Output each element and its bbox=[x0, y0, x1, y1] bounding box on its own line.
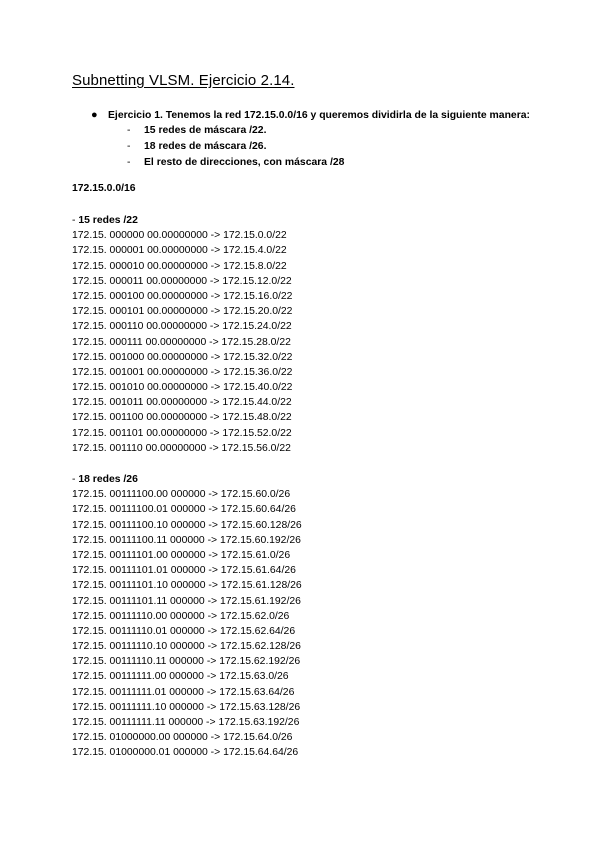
subnet-line: 172.15. 000001 00.00000000 -> 172.15.4.0/22 bbox=[72, 245, 287, 257]
subnet-line: 172.15. 00111100.10 000000 -> 172.15.60.128/26 bbox=[72, 519, 302, 531]
dash-icon: - bbox=[127, 141, 131, 152]
requirement-item bbox=[90, 123, 530, 139]
subnet-line: 172.15. 01000000.00 000000 -> 172.15.64.0/26 bbox=[72, 732, 293, 744]
subnet-section-22 bbox=[72, 213, 292, 456]
subnet-line: 172.15. 00111110.01 000000 -> 172.15.62.64/26 bbox=[72, 625, 296, 637]
subnet-line: 172.15. 000010 00.00000000 -> 172.15.8.0/22 bbox=[72, 260, 287, 272]
subnet-line: 172.15. 00111100.11 000000 -> 172.15.60.192/26 bbox=[72, 534, 301, 546]
exercise-text: Ejercicio 1. Tenemos la red 172.15.0.0/16 y queremos dividirla de la siguiente manera: bbox=[108, 110, 530, 121]
subnet-line: 172.15. 00111101.10 000000 -> 172.15.61.128/26 bbox=[72, 580, 302, 592]
subnet-line: 172.15. 000011 00.00000000 -> 172.15.12.0/22 bbox=[72, 275, 292, 287]
subnet-line: 172.15. 00111100.01 000000 -> 172.15.60.64/26 bbox=[72, 504, 296, 516]
section-heading bbox=[72, 472, 302, 487]
dash-icon: - bbox=[72, 215, 76, 226]
subnet-line: 172.15. 00111110.00 000000 -> 172.15.62.0/26 bbox=[72, 610, 290, 622]
subnet-lines bbox=[72, 487, 302, 760]
subnet-line: 172.15. 00111111.11 000000 -> 172.15.63.192/26 bbox=[72, 717, 300, 728]
subnet-line: 172.15. 00111101.00 000000 -> 172.15.61.0/26 bbox=[72, 549, 291, 561]
subnet-line: 172.15. 001110 00.00000000 -> 172.15.56.0/22 bbox=[72, 442, 291, 454]
subnet-line: 172.15. 000111 00.00000000 -> 172.15.28.0/22 bbox=[72, 336, 291, 348]
subnet-line: 172.15. 001001 00.00000000 -> 172.15.36.0/22 bbox=[72, 366, 293, 378]
subnet-line: 172.15. 00111111.10 000000 -> 172.15.63.128/26 bbox=[72, 701, 301, 713]
requirement-item bbox=[90, 155, 530, 171]
subnet-line: 172.15. 00111110.11 000000 -> 172.15.62.192/26 bbox=[72, 656, 301, 668]
subnet-line: 172.15. 001000 00.00000000 -> 172.15.32.0/22 bbox=[72, 351, 293, 363]
exercise-statement bbox=[90, 108, 530, 171]
subnet-lines bbox=[72, 228, 292, 456]
section-heading-text: 15 redes /22 bbox=[78, 215, 138, 226]
subnet-line: 172.15. 001100 00.00000000 -> 172.15.48.0/22 bbox=[72, 412, 292, 424]
subnet-line: 172.15. 000110 00.00000000 -> 172.15.24.0/22 bbox=[72, 321, 292, 333]
subnet-line: 172.15. 000000 00.00000000 -> 172.15.0.0/22 bbox=[72, 230, 287, 242]
bullet-icon: ● bbox=[91, 109, 98, 121]
requirements-list bbox=[90, 123, 530, 171]
subnet-line: 172.15. 00111100.00 000000 -> 172.15.60.0/26 bbox=[72, 489, 291, 501]
dash-icon: - bbox=[127, 125, 131, 136]
subnet-line: 172.15. 00111111.00 000000 -> 172.15.63.0/26 bbox=[72, 671, 289, 683]
requirement-text: 18 redes de máscara /26. bbox=[144, 141, 267, 152]
requirement-text: 15 redes de máscara /22. bbox=[144, 125, 267, 136]
subnet-section-26 bbox=[72, 472, 302, 761]
subnet-line: 172.15. 00111101.01 000000 -> 172.15.61.64/26 bbox=[72, 565, 296, 577]
subnet-line: 172.15. 001101 00.00000000 -> 172.15.52.0/22 bbox=[72, 427, 292, 439]
subnet-line: 172.15. 001010 00.00000000 -> 172.15.40.0/22 bbox=[72, 382, 293, 394]
exercise-bullet-item bbox=[90, 108, 530, 123]
section-heading-text: 18 redes /26 bbox=[78, 474, 138, 485]
page-title: Subnetting VLSM. Ejercicio 2.14. bbox=[72, 72, 295, 89]
subnet-line: 172.15. 00111110.10 000000 -> 172.15.62.128/26 bbox=[72, 641, 301, 653]
dash-icon: - bbox=[127, 157, 131, 168]
subnet-line: 172.15. 00111111.01 000000 -> 172.15.63.64/26 bbox=[72, 686, 295, 698]
subnet-line: 172.15. 01000000.01 000000 -> 172.15.64.64/26 bbox=[72, 747, 299, 759]
section-heading bbox=[72, 213, 292, 228]
requirement-text: El resto de direcciones, con máscara /28 bbox=[144, 157, 345, 168]
subnet-line: 172.15. 001011 00.00000000 -> 172.15.44.0/22 bbox=[72, 397, 292, 409]
requirement-item bbox=[90, 139, 530, 155]
subnet-line: 172.15. 000101 00.00000000 -> 172.15.20.0/22 bbox=[72, 306, 293, 318]
base-network: 172.15.0.0/16 bbox=[72, 183, 136, 194]
subnet-line: 172.15. 000100 00.00000000 -> 172.15.16.0/22 bbox=[72, 290, 293, 302]
dash-icon: - bbox=[72, 474, 76, 485]
subnet-line: 172.15. 00111101.11 000000 -> 172.15.61.192/26 bbox=[72, 595, 301, 607]
